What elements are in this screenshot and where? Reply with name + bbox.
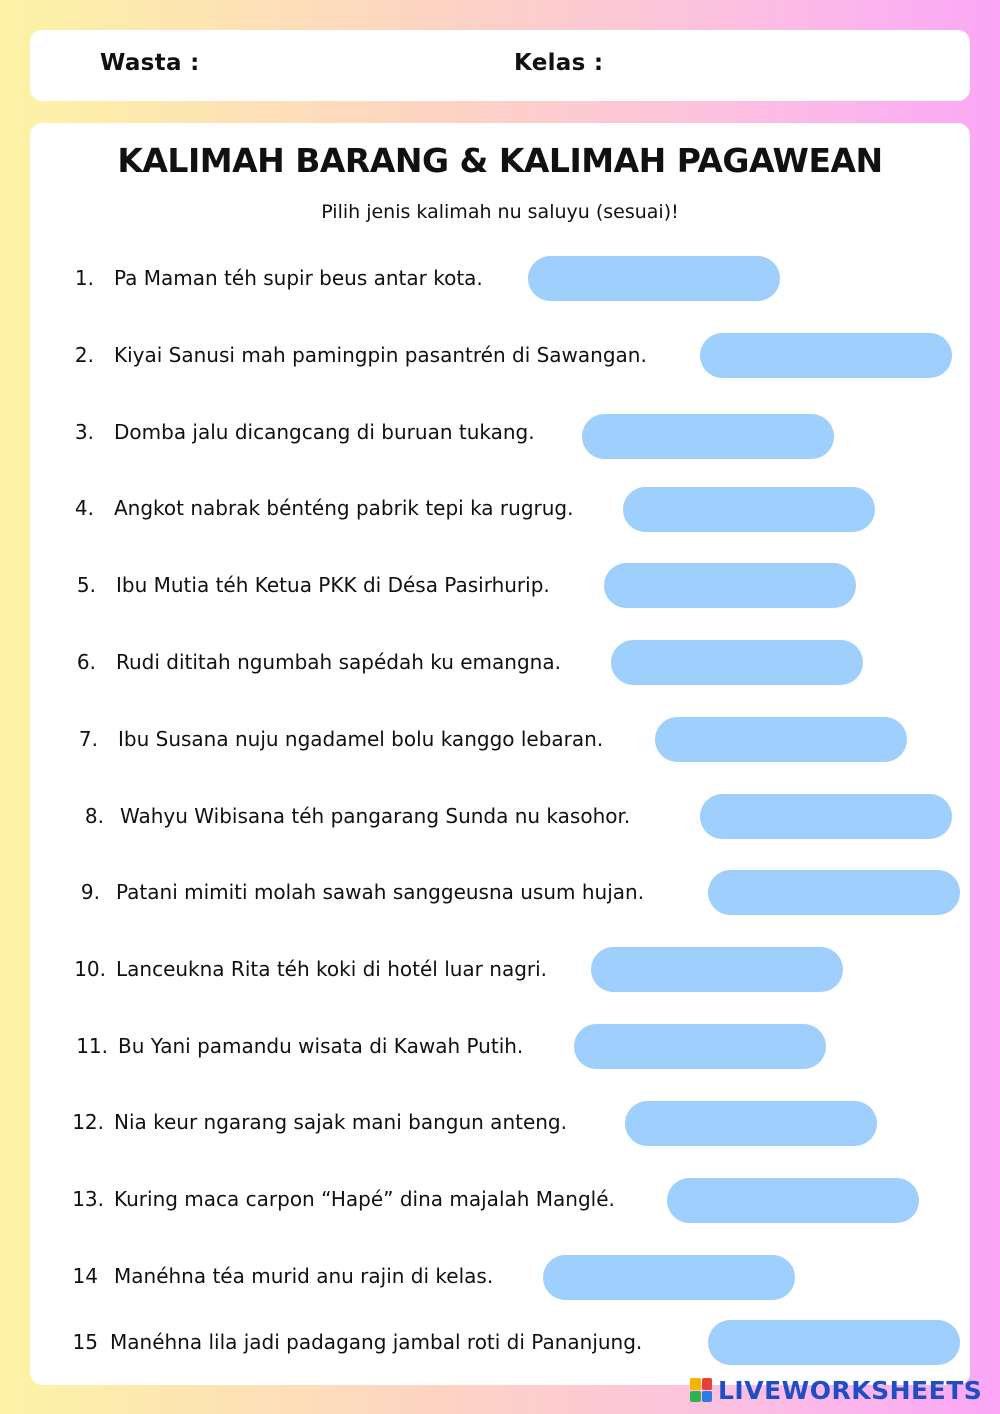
answer-dropdown[interactable] (528, 256, 780, 301)
answer-dropdown[interactable] (708, 1320, 960, 1365)
answer-dropdown[interactable] (604, 563, 856, 608)
worksheet-card (30, 123, 970, 1385)
answer-dropdown[interactable] (625, 1101, 877, 1146)
question-text: Bu Yani pamandu wisata di Kawah Putih. (118, 1034, 524, 1058)
question-number: 14 (72, 1264, 98, 1288)
answer-dropdown[interactable] (623, 487, 875, 532)
answer-dropdown[interactable] (708, 870, 960, 915)
question-number: 12. (72, 1110, 104, 1134)
answer-dropdown[interactable] (611, 640, 863, 685)
question-text: Manéhna lila jadi padagang jambal roti di Pananjung. (110, 1330, 643, 1354)
question-number: 2. (74, 343, 94, 367)
question-text: Manéhna téa murid anu rajin di kelas. (114, 1264, 494, 1288)
question-number: 15 (72, 1330, 98, 1354)
answer-dropdown[interactable] (700, 333, 952, 378)
question-number: 10. (74, 957, 106, 981)
question-text: Lanceukna Rita téh koki di hotél luar nagri. (116, 957, 548, 981)
answer-dropdown[interactable] (655, 717, 907, 762)
question-number: 8. (84, 804, 104, 828)
question-number: 9. (80, 880, 100, 904)
question-text: Nia keur ngarang sajak mani bangun anteng. (114, 1110, 567, 1134)
question-text: Wahyu Wibisana téh pangarang Sunda nu kasohor. (120, 804, 631, 828)
question-text: Ibu Mutia téh Ketua PKK di Désa Pasirhurip. (116, 573, 550, 597)
answer-dropdown[interactable] (582, 414, 834, 459)
liveworksheets-logo-icon (690, 1378, 712, 1402)
question-number: 13. (72, 1187, 104, 1211)
class-label: Kelas : (514, 50, 604, 76)
answer-dropdown[interactable] (574, 1024, 826, 1069)
question-number: 6. (76, 650, 96, 674)
question-text: Pa Maman téh supir beus antar kota. (114, 266, 483, 290)
question-text: Kiyai Sanusi mah pamingpin pasantrén di Sawangan. (114, 343, 647, 367)
liveworksheets-logo[interactable] (690, 1373, 982, 1407)
question-number: 5. (76, 573, 96, 597)
student-info-card (30, 30, 970, 101)
question-text: Rudi dititah ngumbah sapédah ku emangna. (116, 650, 561, 674)
question-text: Domba jalu dicangcang di buruan tukang. (114, 420, 535, 444)
question-number: 11. (76, 1034, 108, 1058)
answer-dropdown[interactable] (700, 794, 952, 839)
answer-dropdown[interactable] (667, 1178, 919, 1223)
question-number: 7. (78, 727, 98, 751)
answer-dropdown[interactable] (591, 947, 843, 992)
question-text: Ibu Susana nuju ngadamel bolu kanggo lebaran. (118, 727, 604, 751)
answer-dropdown[interactable] (543, 1255, 795, 1300)
logo-text: LIVEWORKSHEETS (718, 1375, 983, 1405)
name-label: Wasta : (100, 50, 200, 76)
question-text: Patani mimiti molah sawah sanggeusna usum hujan. (116, 880, 645, 904)
question-number: 4. (74, 496, 94, 520)
question-number: 3. (74, 420, 94, 444)
worksheet-instruction: Pilih jenis kalimah nu saluyu (sesuai)! (321, 201, 679, 223)
question-text: Angkot nabrak bénténg pabrik tepi ka rugrug. (114, 496, 574, 520)
question-number: 1. (74, 266, 94, 290)
worksheet-title: KALIMAH BARANG & KALIMAH PAGAWEAN (117, 141, 883, 180)
question-text: Kuring maca carpon “Hapé” dina majalah Manglé. (114, 1187, 615, 1211)
